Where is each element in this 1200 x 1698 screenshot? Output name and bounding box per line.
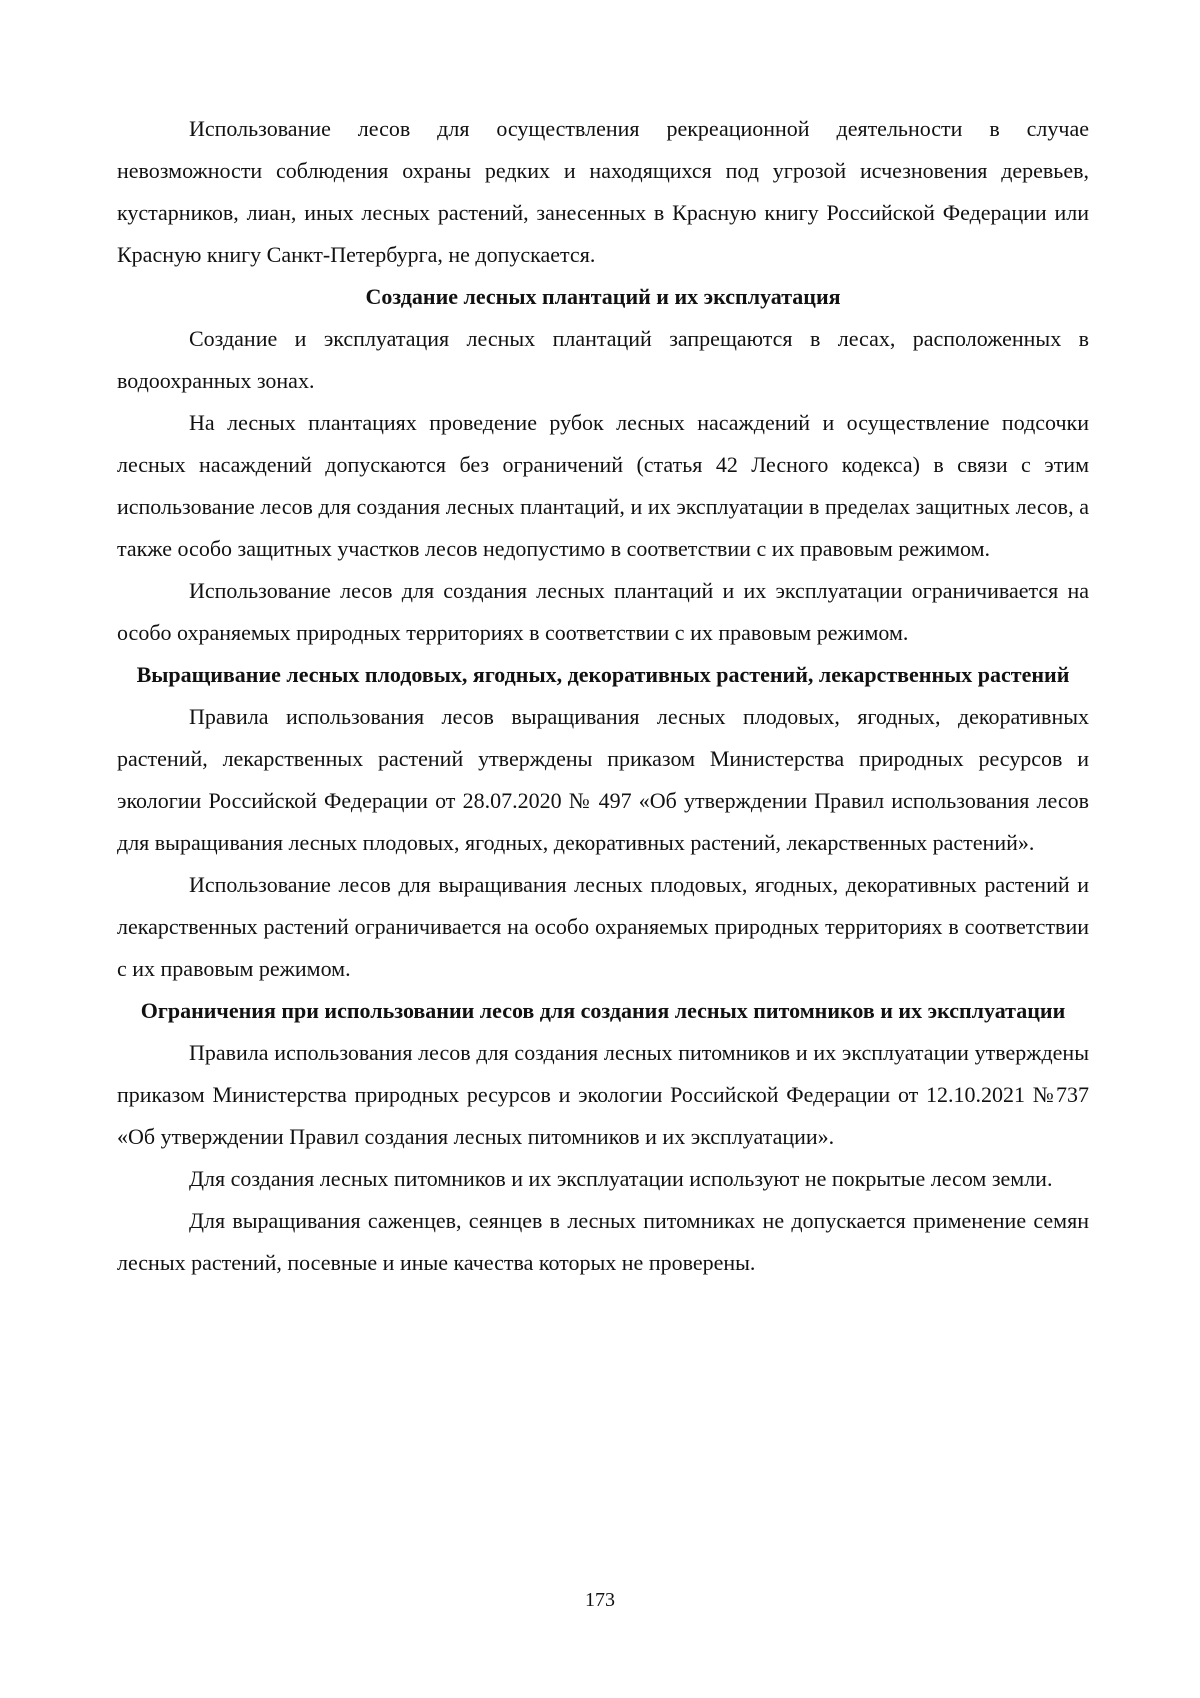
document-page — [117, 108, 1089, 1284]
paragraph-nurseries-lands: Для создания лесных питомников и их эксплуатации используют не покрытые лесом земли. — [189, 1166, 1053, 1191]
paragraph-plantations-cutting: На лесных плантациях проведение рубок лесных насаждений и осуществление подсочки лесных насаждений допускаются без ограничений (статья 42 Лесного кодекса) в связи с этим использование лесов для создания лесных плантаций, и их эксплуатации в пределах защитных лесов, а также особо защитных участков лесов недопустимо в соответствии с их правовым режимом. — [117, 410, 1089, 561]
section-heading-nurseries: Ограничения при использовании лесов для создания лесных питомников и их эксплуатации — [140, 998, 1066, 1023]
section-heading-plantations: Создание лесных плантаций и их эксплуатация — [365, 284, 841, 309]
paragraph-nurseries-seeds: Для выращивания саженцев, сеянцев в лесных питомниках не допускается применение семян лесных растений, посевные и иные качества которых не проверены. — [117, 1208, 1089, 1275]
paragraph-plantations-protected: Использование лесов для создания лесных плантаций и их эксплуатации ограничивается на особо охраняемых природных территориях в соответствии с их правовым режимом. — [117, 578, 1089, 645]
page-number: 173 — [585, 1589, 615, 1611]
paragraph-recreation: Использование лесов для осуществления рекреационной деятельности в случае невозможности соблюдения охраны редких и находящихся под угрозой исчезновения деревьев, кустарников, лиан, иных лесных растений, занесенных в Красную книгу Российской Федерации или Красную книгу Санкт-Петербурга, не допускается. — [117, 116, 1089, 267]
paragraph-nurseries-rules: Правила использования лесов для создания лесных питомников и их эксплуатации утверждены приказом Министерства природных ресурсов и экологии Российской Федерации от 12.10.2021 №737 «Об утверждении Правил создания лесных питомников и их эксплуатации». — [117, 1040, 1089, 1149]
paragraph-plantations-water: Создание и эксплуатация лесных плантаций запрещаются в лесах, расположенных в водоохранных зонах. — [117, 326, 1089, 393]
paragraph-cultivation-protected: Использование лесов для выращивания лесных плодовых, ягодных, декоративных растений и лекарственных растений ограничивается на особо охраняемых природных территориях в соответствии с их правовым режимом. — [117, 872, 1089, 981]
paragraph-cultivation-rules: Правила использования лесов выращивания лесных плодовых, ягодных, декоративных растений, лекарственных растений утверждены приказом Министерства природных ресурсов и экологии Российской Федерации от 28.07.2020 № 497 «Об утверждении Правил использования лесов для выращивания лесных плодовых, ягодных, декоративных растений, лекарственных растений». — [117, 704, 1089, 855]
section-heading-cultivation: Выращивание лесных плодовых, ягодных, декоративных растений, лекарственных растений — [136, 662, 1070, 687]
